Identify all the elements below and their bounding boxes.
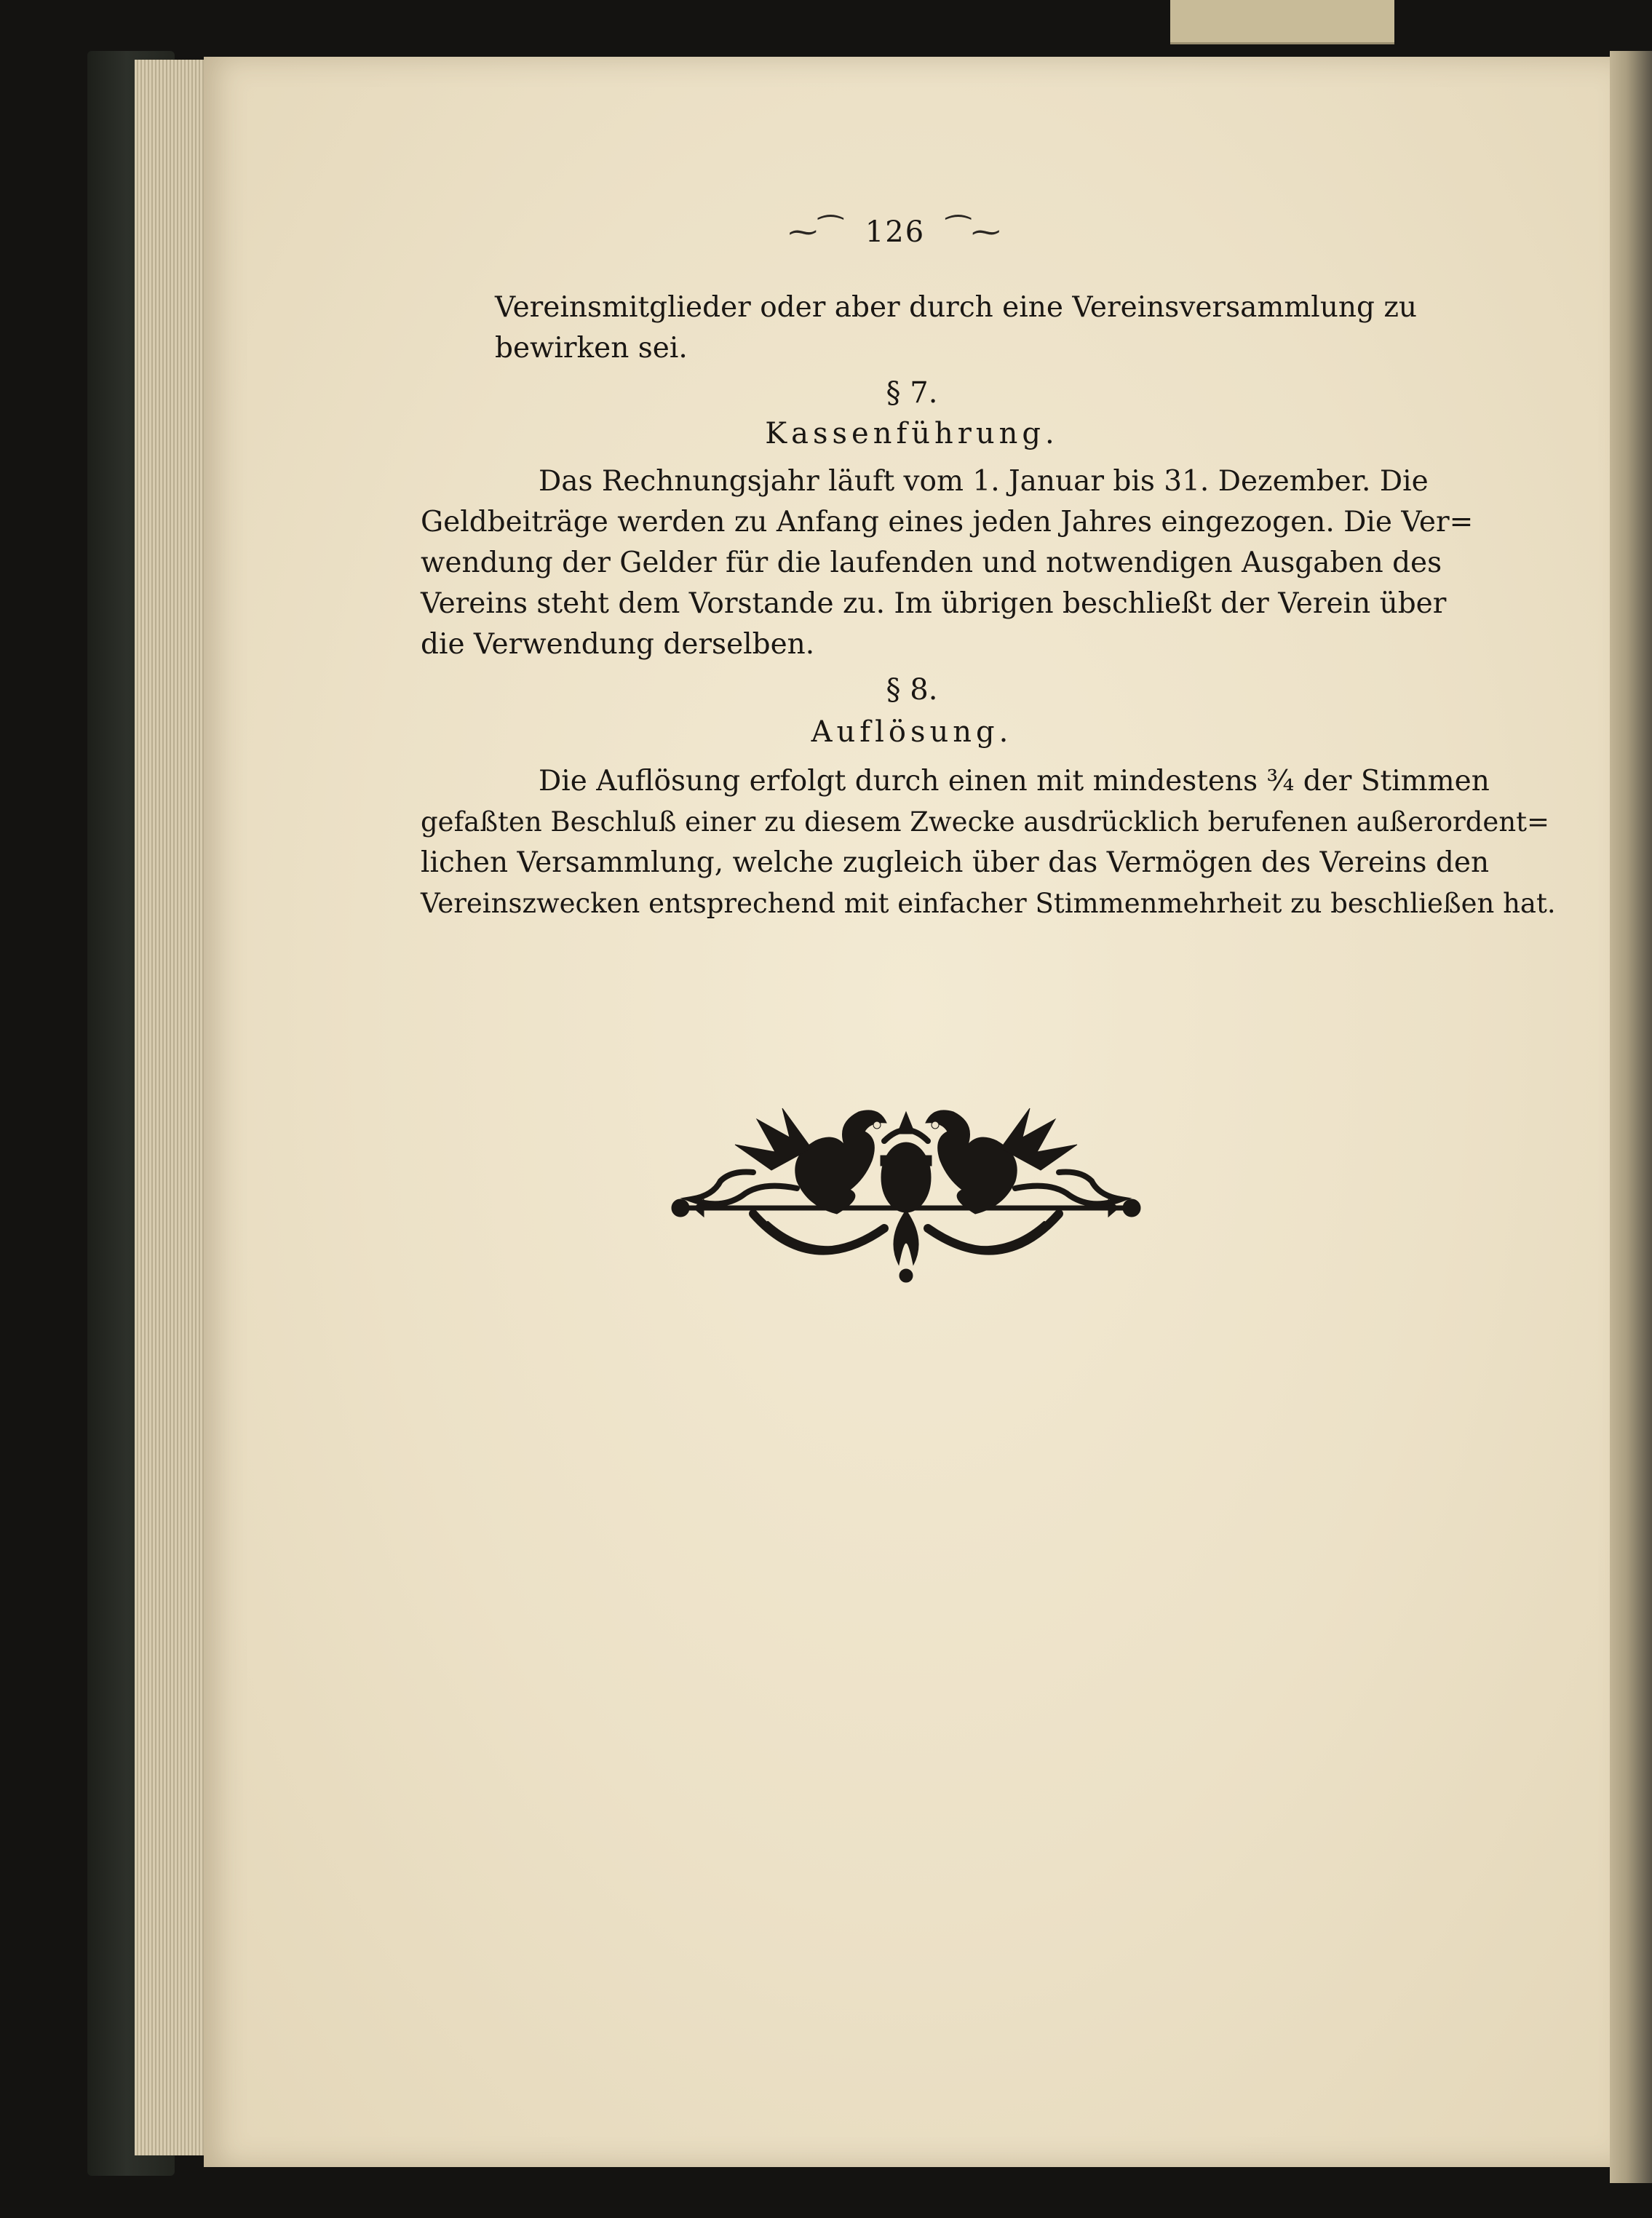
page-number-header	[728, 215, 1063, 249]
page-number: 126	[865, 215, 926, 249]
text-line: die Verwendung derselben.	[421, 628, 815, 661]
section-8-title: Auflösung.	[811, 715, 1013, 749]
text-line: Vereinsmitglieder oder aber durch eine Vereinsversammlung zu	[495, 291, 1418, 324]
text-line: Vereinszwecken entsprechend mit einfacher Stimmenmehrheit zu beschließen hat.	[421, 888, 1556, 919]
page-number-ornament-right: ⁀⁓	[946, 215, 1002, 249]
bookmark-tab	[1170, 0, 1394, 44]
page-number-ornament-left: ⁓⁀	[788, 215, 844, 249]
text-line: Die Auflösung erfolgt durch einen mit mindestens ¾ der Stimmen	[539, 765, 1490, 798]
text-line: Vereins steht dem Vorstande zu. Im übrigen beschließt der Verein über	[421, 587, 1447, 620]
section-7-title: Kassenführung.	[765, 417, 1059, 450]
dragon-vignette-icon	[666, 1090, 1146, 1287]
text-line: Geldbeiträge werden zu Anfang eines jeden Jahres eingezogen. Die Ver=	[421, 506, 1474, 538]
text-line: wendung der Gelder für die laufenden und notwendigen Ausgaben des	[421, 546, 1442, 579]
text-line: Das Rechnungsjahr läuft vom 1. Januar bis 31. Dezember. Die	[539, 465, 1429, 498]
text-line: lichen Versammlung, welche zugleich über das Vermögen des Vereins den	[421, 846, 1490, 879]
text-line: bewirken sei.	[495, 332, 688, 365]
book-gutter	[1610, 51, 1652, 2183]
text-line: gefaßten Beschluß einer zu diesem Zwecke ausdrücklich berufenen außerordent=	[421, 806, 1550, 838]
section-7-number: § 7.	[886, 376, 938, 410]
section-8-number: § 8.	[886, 673, 938, 707]
